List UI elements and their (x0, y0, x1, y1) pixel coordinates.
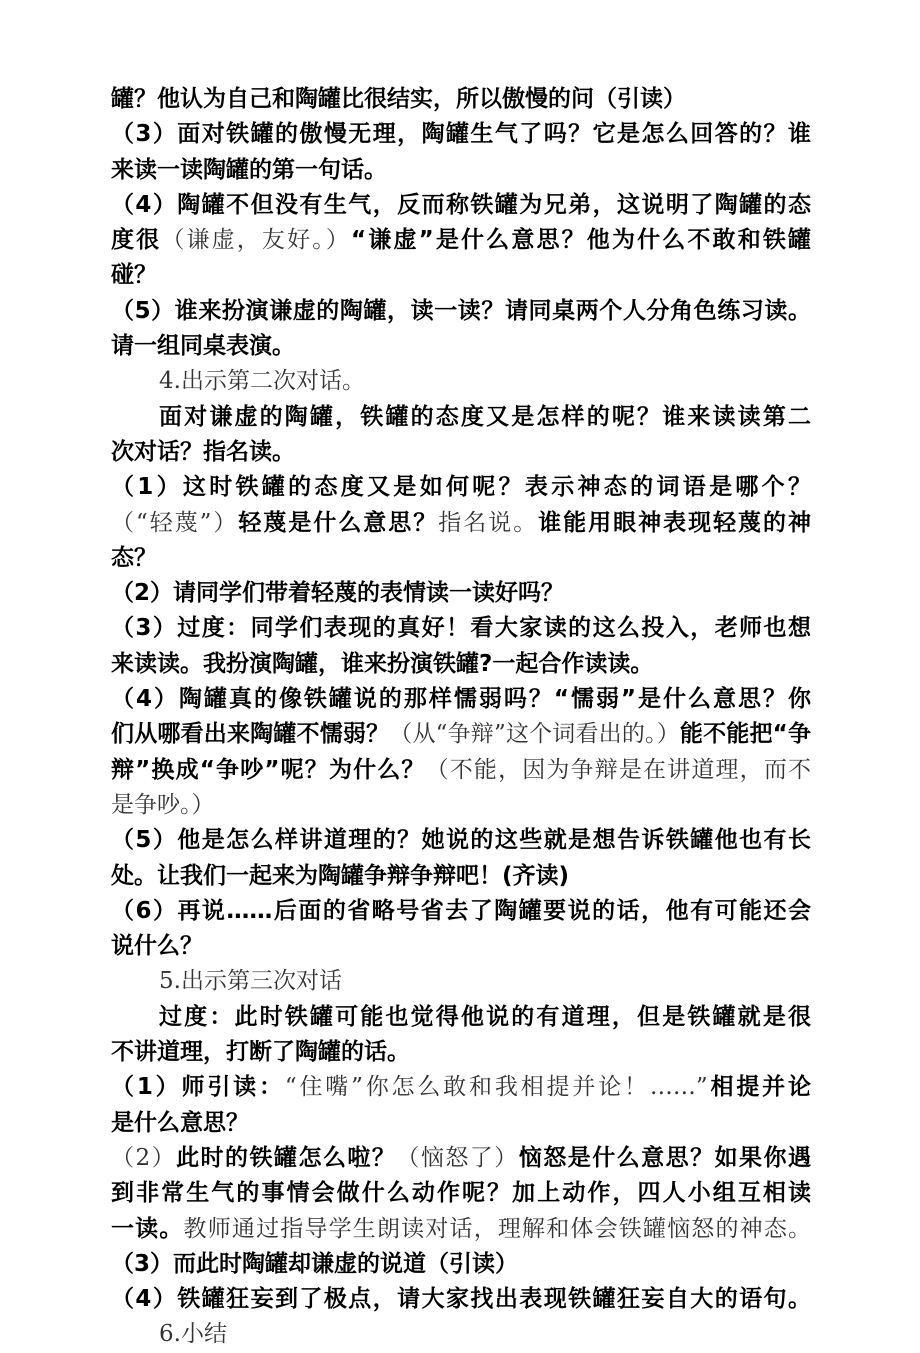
text-line (111, 1035, 811, 1070)
text-line (111, 294, 811, 329)
text-run: （3）面对铁罐的傲慢无理，陶罐生气了吗？它是怎么回答的？谁 (111, 121, 811, 148)
text-line (111, 859, 811, 894)
text-run: 次对话？指名读。 (111, 438, 295, 465)
text-run: （恼怒了） (396, 1144, 519, 1171)
text-run: 相提并论 (707, 1074, 811, 1101)
text-line (111, 753, 811, 788)
text-run: 4.出示第二次对话。 (159, 368, 365, 395)
text-run: （4）陶罐不但没有生气，反而称铁罐为兄弟，这说明了陶罐的态 (111, 191, 811, 218)
text-run: 辩”换成“争吵”呢？为什么？ (111, 756, 426, 783)
text-run: 轻蔑是什么意思？ (238, 509, 439, 536)
text-run: 碰？ (111, 262, 157, 289)
text-run: 一读。 (111, 1215, 184, 1242)
text-run: （5）谁来扮演谦虚的陶罐，读一读？请同桌两个人分角色练习读。 (111, 297, 811, 324)
text-line (111, 823, 811, 858)
text-run: 处。让我们一起来为陶罐争辩争辩吧！(齐读) (111, 862, 570, 889)
text-line (111, 1247, 811, 1282)
text-line (111, 153, 811, 188)
text-line (111, 1070, 811, 1105)
text-line (111, 82, 811, 117)
text-run: 此时的铁罐怎么啦？ (176, 1144, 397, 1171)
text-line (111, 329, 811, 364)
text-run: 说什么？ (111, 933, 203, 960)
text-run: 是什么意思？ (111, 1109, 249, 1136)
text-line (111, 647, 811, 682)
text-run: 过度：此时铁罐可能也觉得他说的有道理，但是铁罐就是很 (159, 1003, 811, 1030)
text-run: （3）而此时陶罐却谦虚的说道（引读） (111, 1250, 519, 1277)
text-line (111, 788, 811, 823)
text-line (111, 611, 811, 646)
text-line (111, 1141, 811, 1176)
text-line (111, 400, 811, 435)
text-run: 指名说。 (438, 509, 539, 536)
text-line (111, 1212, 811, 1247)
text-run: 度很 (111, 227, 162, 254)
text-line (111, 1317, 811, 1352)
text-run: （不能，因为争辩是在讲道理，而不 (425, 756, 811, 783)
text-run: 恼怒是什么意思？如果你遇 (518, 1144, 812, 1171)
text-run: 们从哪看出来陶罐不懦弱？ (111, 721, 390, 748)
text-run: 请一组同桌表演。 (111, 333, 295, 360)
text-line (111, 1106, 811, 1141)
text-run: （3）过度：同学们表现的真好！看大家读的这么投入，老师也想 (111, 615, 811, 642)
text-line (111, 541, 811, 576)
text-run: 是争吵。） (111, 791, 215, 818)
text-line (111, 506, 811, 541)
text-run: 到非常生气的事情会做什么动作呢？加上动作，四人小组互相读 (111, 1180, 811, 1207)
text-run: 谁能用眼神表现轻蔑的神 (538, 509, 812, 536)
text-run: 来读读。我扮演陶罐，谁来扮演铁罐?一起合作读读。 (111, 650, 654, 677)
text-run: （2） (111, 1144, 177, 1171)
text-line (111, 964, 811, 999)
text-run: “住嘴”你怎么敢和我相提并论！……” (284, 1074, 708, 1101)
text-line (111, 717, 811, 752)
text-line (111, 364, 811, 399)
text-run: “谦虚”是什么意思？他为什么不敢和铁罐 (351, 227, 812, 254)
text-run: 5.出示第三次对话 (159, 968, 342, 995)
text-run: 教师通过指导学生朗读对话，理解和体会铁罐恼怒的神态。 (183, 1215, 812, 1242)
text-run: 不讲道理，打断了陶罐的话。 (111, 1039, 410, 1066)
text-line (111, 894, 811, 929)
text-run: 6.小结 (159, 1321, 227, 1348)
text-line (111, 435, 811, 470)
text-run: （1）师引读： (111, 1074, 285, 1101)
text-line (111, 1282, 811, 1317)
text-run: （谦虚，友好。） (161, 227, 352, 254)
text-run: 面对谦虚的陶罐，铁罐的态度又是怎样的呢？谁来读读第二 (159, 403, 811, 430)
text-run: （“轻蔑”） (111, 509, 239, 536)
text-run: （6）再说……后面的省略号省去了陶罐要说的话，他有可能还会 (111, 897, 811, 924)
text-line (111, 682, 811, 717)
text-run: （从“争辩”这个词看出的。） (389, 721, 680, 748)
text-line (111, 258, 811, 293)
text-run: （4）铁罐狂妄到了极点，请大家找出表现铁罐狂妄自大的语句。 (111, 1286, 811, 1313)
text-line (111, 470, 811, 505)
text-line (111, 576, 811, 611)
text-line (111, 117, 811, 152)
document-body (111, 82, 811, 1353)
text-line (111, 223, 811, 258)
text-run: 能不能把“争 (679, 721, 811, 748)
text-run: （5）他是怎么样讲道理的？她说的这些就是想告诉铁罐他也有长 (111, 827, 811, 854)
text-run: （4）陶罐真的像铁罐说的那样懦弱吗？“懦弱”是什么意思？你 (111, 686, 811, 713)
text-run: 态？ (111, 544, 157, 571)
text-run: （1）这时铁罐的态度又是如何呢？表示神态的词语是哪个？ (111, 474, 811, 501)
text-line (111, 188, 811, 223)
text-run: 罐？他认为自己和陶罐比很结实，所以傲慢的问（引读） (111, 86, 686, 112)
text-line (111, 1176, 811, 1211)
text-line (111, 929, 811, 964)
text-line (111, 1000, 811, 1035)
text-run: 来读一读陶罐的第一句话。 (111, 156, 387, 183)
text-run: （2）请同学们带着轻蔑的表情读一读好吗？ (111, 580, 565, 607)
